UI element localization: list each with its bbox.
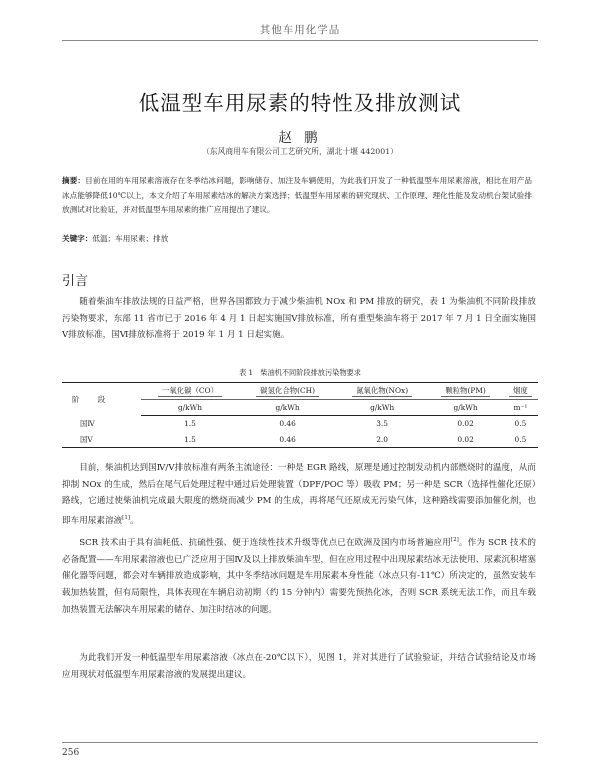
abstract-label: 摘要： bbox=[62, 176, 86, 185]
keywords bbox=[62, 233, 532, 244]
paragraph-4: 为此我们开发一种低温型车用尿素溶液（冰点在-20℃以下），见图 1，并对其进行了试验验证，并结合试验结论及市场应用现状对低温型车用尿素溶液的发展提出建议。 bbox=[62, 653, 536, 680]
paragraph-2: 目前，柴油机达到国Ⅳ/Ⅴ排放标准有两条主流途径：一种是 EGR 路线，原理是通过控制发动机内部燃烧时的温度，从而抑制 NOx 的生成，然后在尾气后处理过程中通过后处理装置（DPF/POC 等）吸收 PM；另一种是 SCR（选择性催化还原）路线，它通过使柴油机完成最大限度的燃烧而减少 PM 的生成，再将尾气还原成无污染气体，这种路线需要添加催化剂，也即车用尿素溶液[1]。 bbox=[62, 463, 536, 526]
author-name: 赵 鹏 bbox=[278, 130, 322, 146]
section-heading-introduction: 引言 bbox=[62, 274, 89, 289]
keywords-label: 关键字： bbox=[62, 234, 93, 243]
table-stage-header: 阶 段 bbox=[62, 383, 141, 416]
keywords-text: 低温；车用尿素；排放 bbox=[92, 234, 169, 243]
paragraph-1: 随着柴油车排放法规的日益严格，世界各国都致力于减少柴油机 NOx 和 PM 排放的研究，表 1 为柴油机不同阶段排放污染物要求，东部 11 省市已于 2016 年 4 月 1 日起实施国Ⅴ排放标准，所有重型柴油车将于 2017 年 7 月 1 日全面实施国Ⅴ排放标准，国Ⅵ排放标准将于 2019 年 1 月 1 日起实施。 bbox=[62, 297, 536, 341]
table-cell: 0.5 bbox=[503, 432, 538, 448]
table-unit: m⁻¹ bbox=[503, 399, 538, 416]
abstract-text: 目前在用的车用尿素溶液存在冬季结冰问题，影响储存、加注及车辆使用，为此我们开发了一种低温型车用尿素溶液，相比在用产品冰点能够降低10℃以上，本文介绍了车用尿素结冰的解决方案选择；低温型车用尿素的研究现状、工作原理、理化性能及发动机台架试验排放测试对比验证，并对低温型车用尿素的推广应用提出了建议。 bbox=[62, 176, 532, 214]
table-unit: g/kWh bbox=[239, 399, 336, 416]
table-cell: 0.02 bbox=[457, 419, 474, 429]
table-cell: 2.0 bbox=[336, 432, 428, 448]
citation-ref: [1] bbox=[122, 515, 130, 522]
paper-title: 低温型车用尿素的特性及排放测试 bbox=[138, 91, 462, 115]
header-rule bbox=[62, 40, 538, 41]
emission-table bbox=[62, 382, 538, 448]
table-cell: 3.5 bbox=[376, 419, 388, 429]
table-cell: 0.5 bbox=[514, 419, 527, 429]
table-row bbox=[62, 432, 538, 448]
table-column-header: 烟度 bbox=[503, 383, 538, 400]
page-number: 256 bbox=[62, 748, 80, 758]
table-cell: 0.46 bbox=[239, 432, 336, 448]
table-row-stage: 国Ⅳ bbox=[80, 419, 95, 428]
abstract bbox=[62, 174, 532, 218]
table-cell: 0.02 bbox=[428, 432, 503, 448]
table-row-stage: 国Ⅴ bbox=[62, 432, 141, 448]
table-cell: 1.5 bbox=[141, 432, 240, 448]
citation-ref: [2] bbox=[450, 537, 459, 543]
table-column-header: 碳氢化合物(CH) bbox=[239, 383, 336, 400]
table-caption: 表 1 柴油机不同阶段排放污染物要求 bbox=[239, 368, 361, 377]
table-unit: g/kWh bbox=[141, 399, 240, 416]
table-column-header: 一氧化碳（CO） bbox=[141, 383, 240, 400]
table-row bbox=[62, 416, 538, 432]
table-cell: 1.5 bbox=[184, 419, 196, 429]
running-head: 其他车用化学品 bbox=[259, 24, 341, 36]
table-unit: g/kWh bbox=[336, 399, 428, 416]
footer-rule bbox=[62, 742, 538, 743]
author-affiliation: （东风商用车有限公司工艺研究所，湖北十堰 442001） bbox=[202, 147, 398, 156]
table-column-header: 氮氧化物(NOx) bbox=[336, 383, 428, 400]
table-unit: g/kWh bbox=[428, 399, 503, 416]
table-column-header: 颗粒物(PM) bbox=[428, 383, 503, 400]
paragraph-3: SCR 技术由于具有油耗低、抗硫性强、便于连续性技术升级等优点已在欧洲及国内市场普遍应用[2]。作为 SCR 技术的必备配置——车用尿素溶液也已广泛应用于国Ⅳ及以上排放柴油车型，但在应用过程中出现尿素结冰无法使用、尿素沉积堵塞催化器等问题，都会对车辆排放造成影响，其中冬季结冰问题是车用尿素本身性能（冰点只有-11℃）所决定的，虽然安装车载加热装置，但有局限性，具体表现在车辆启动初期（约 15 分钟内）需要先预热化冰，否则 SCR 系统无法工作，而且车载加热装置无法解决车用尿素的储存、加注时结冰的问题。 bbox=[62, 537, 536, 615]
table-cell: 0.46 bbox=[279, 419, 296, 429]
